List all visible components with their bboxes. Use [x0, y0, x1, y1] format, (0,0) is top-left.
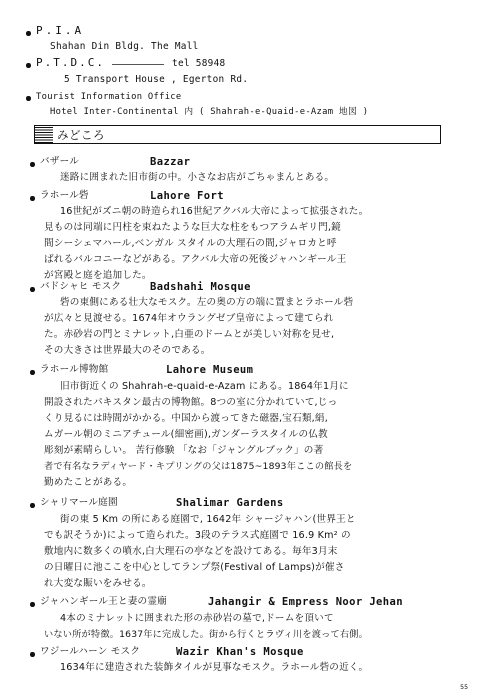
sight-description-line: 16世紀がズニ朝の時造られ16世紀アクバル大帝によって拡張された。 [60, 206, 369, 217]
bullet-icon [26, 63, 31, 68]
contact-name: Tourist Information Office [36, 92, 182, 102]
sight-en-title: Jahangir & Empress Noor Jehan [208, 596, 403, 608]
sight-en-title: Wazir Khan's Mosque [176, 646, 304, 658]
contact-detail: Shahan Din Bldg. The Mall [50, 41, 199, 52]
sight-en-title: Lahore Museum [166, 364, 254, 376]
sight-description-line: その大きさは世界最大のそのである。 [44, 345, 211, 356]
sight-jp-title: バドシャヒ モスク [40, 281, 122, 292]
sight-description-line: 砦の東側にある壮大なモスク。左の奥の方の端に置まとラホール砦 [60, 297, 354, 308]
sight-description-line: 彫刻が素晴らしい。 苦行修験 「なお「ジャングルブック」の著 [44, 445, 324, 456]
sight-description-line: 者で有名なラディヤード・キプリングの父は1875~1893年ここの館長を [44, 461, 353, 472]
sight-jp-title: バザール [40, 156, 79, 167]
section-header-shading [35, 126, 53, 143]
contact-detail: Hotel Inter-Continental 内 ( Shahrah-e-Quaid-e-Azam 地図 ) [50, 107, 369, 117]
sight-jp-title: ラホール砦 [40, 190, 89, 201]
contact-tel: tel 58948 [172, 58, 226, 69]
bullet-icon [30, 602, 35, 607]
section-title: みどころ [57, 128, 105, 142]
bullet-icon [30, 162, 35, 167]
sight-jp-title: ラホール博物館 [40, 364, 109, 375]
section-header [34, 125, 441, 144]
sight-description-line: が宮殿と庭を追加した。 [44, 270, 152, 281]
sight-description-line: 1634年に建造された装飾タイルが見事なモスク。ラホール砦の近く。 [60, 662, 369, 673]
sight-description-line: の日曜日に池ここを中心としてランプ祭(Festival of Lamps)が催さ [44, 562, 345, 573]
sight-description-line: 勤めたことがある。 [44, 477, 133, 488]
sight-en-title: Lahore Fort [150, 190, 224, 202]
sight-jp-title: ジャハンギール王と妻の霊廟 [40, 596, 167, 607]
page-number: 55 [460, 683, 468, 691]
bullet-icon [30, 370, 35, 375]
sight-description-line: くり見るには時間がかかる。中国から渡ってきた磁器,宝石類,絹, [44, 413, 328, 424]
sight-en-title: Bazzar [150, 156, 191, 168]
sight-description-line: でも訳そうか)によって造られた。3段のテラス式庭園で 16.9 Km² の [44, 530, 351, 541]
sight-description-line: 敷地内に数多くの噴水,白大理石の亭などを設けてある。毎年3月末 [44, 546, 338, 557]
bullet-icon [26, 31, 31, 36]
sight-description-line: 街の東 5 Km の所にある庭園で, 1642年 シャージャハン(世界王と [60, 514, 356, 525]
contact-detail: 5 Transport House , Egerton Rd. [64, 74, 249, 85]
contact-name: P.T.D.C. [36, 56, 105, 69]
bullet-icon [30, 287, 35, 292]
sight-description-line: ばれるバルコニーなどがある。アクバル大帝の死後ジャハンギール王 [44, 254, 347, 265]
sight-description-line: 4本のミナレットに囲まれた形の赤砂岩の墓で,ドームを頂いて [60, 613, 334, 624]
bullet-icon [26, 96, 31, 101]
sight-description-line: ムガール朝のミニアチュール(細密画),ガンダーラスタイルの仏教 [44, 429, 328, 440]
sight-en-title: Shalimar Gardens [176, 497, 284, 509]
erased-mark [112, 64, 164, 65]
sight-description-line: 見ものは同端に円柱を束ねたような巨大な柱をもつアラムギリ門,鏡 [44, 222, 341, 233]
sight-description-line: た。赤砂岩の門とミナレット,白亜のドームとが美しい対称を見せ, [44, 329, 335, 340]
sight-description-line: が広々と見渡せる。1674年オウラングゼブ皇帝によって建てられ [44, 313, 334, 324]
sight-description-line: 開設されたパキスタン最古の博物館。8つの室に分かれていて,じっ [44, 397, 338, 408]
bullet-icon [30, 652, 35, 657]
sight-en-title: Badshahi Mosque [150, 281, 251, 293]
bullet-icon [30, 503, 35, 508]
sight-description-line: 旧市街近くの Shahrah-e-quaid-e-Azam にある。1864年1月に [60, 381, 349, 392]
sight-description-line: 間シーシェマハール,ベンガル スタイルの大理石の間,ジャロカと呼 [44, 238, 337, 249]
sight-jp-title: シャリマール庭園 [40, 497, 118, 508]
bullet-icon [30, 196, 35, 201]
sight-jp-title: ワジールハーン モスク [40, 646, 141, 657]
sight-description-line: 迷路に囲まれた旧市街の中。小さなお店がごちゃまんとある。 [60, 172, 335, 183]
sight-description-line: れ大変な賑いをみせる。 [44, 578, 152, 589]
sight-description-line: いない所が特徴。1637年に完成した。街から行くとラヴィ川を渡って右側。 [44, 629, 369, 640]
contact-name: P.I.A [36, 24, 85, 37]
